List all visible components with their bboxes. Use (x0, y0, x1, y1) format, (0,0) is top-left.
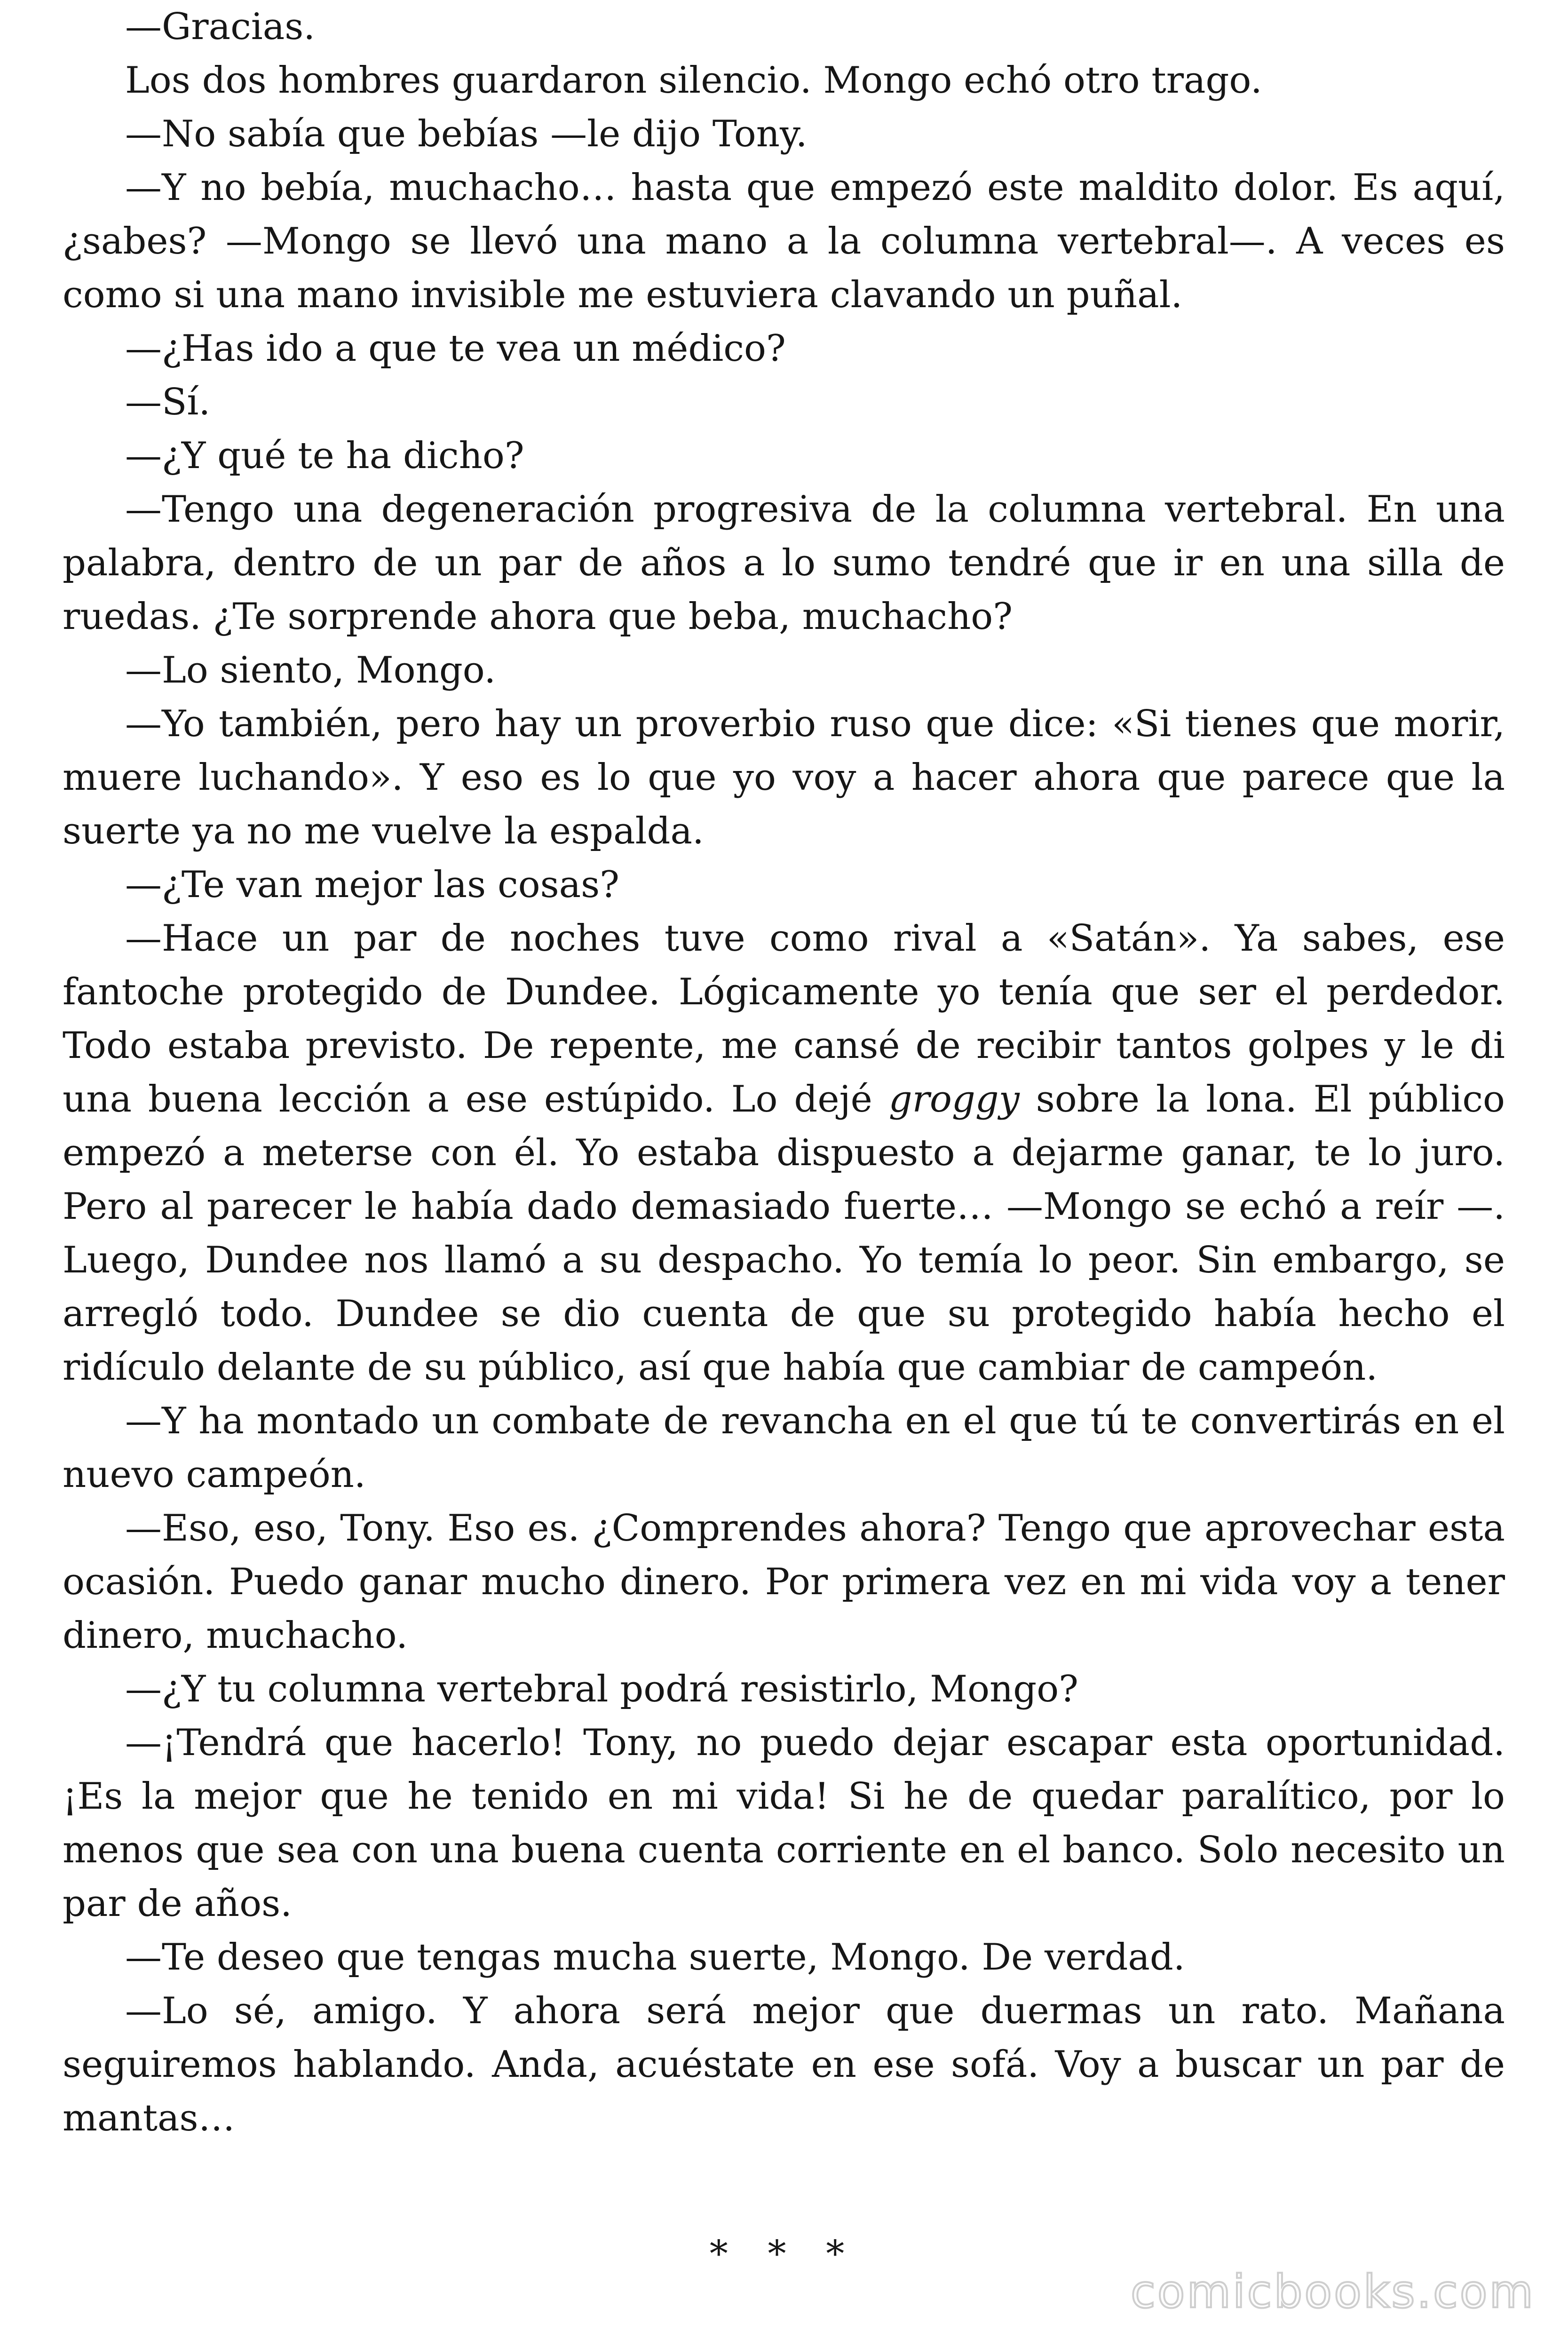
paragraph-text: sobre la lona. El público empezó a meterse con él. Yo estaba dispuesto a dejarme ganar, te lo juro. Pero al parecer le había dado demasiado fuerte… —Mongo se echó a reír —. Luego, Dundee nos llamó a su despacho. Yo temía lo peor. Sin embargo, se arregló todo. Dundee se dio cuenta de que su protegido había hecho el ridículo delante de su público, así que había que cambiar de campeón. (63, 1078, 1505, 1389)
paragraph: —¿Y tu columna vertebral podrá resistirlo, Mongo? (125, 1668, 1078, 1710)
paragraph: —Lo sé, amigo. Y ahora será mejor que duermas un rato. Mañana seguiremos hablando. Anda, acuéstate en ese sofá. Voy a buscar un par de mantas… (63, 1990, 1505, 2139)
paragraph: —¿Has ido a que te vea un médico? (125, 327, 786, 370)
paragraph (63, 912, 1505, 1394)
scene-separator: * * * (709, 2233, 859, 2275)
paragraph: —Gracias. (125, 6, 316, 48)
paragraph: —Yo también, pero hay un proverbio ruso que dice: «Si tienes que morir, muere luchando». Y eso es lo que yo voy a hacer ahora que parece que la suerte ya no me vuelve la espalda. (63, 703, 1505, 852)
paragraph: —Y no bebía, muchacho… hasta que empezó este maldito dolor. Es aquí, ¿sabes? —Mongo se llevó una mano a la columna vertebral—. A veces es como si una mano invisible me estuviera clavando un puñal. (63, 167, 1505, 316)
paragraph: —¿Te van mejor las cosas? (125, 864, 619, 906)
body-text (63, 0, 1505, 2145)
watermark-text: comicbooks.com (1130, 2265, 1535, 2318)
paragraph: —Eso, eso, Tony. Eso es. ¿Comprendes ahora? Tengo que aprovechar esta ocasión. Puedo ganar mucho dinero. Por primera vez en mi vida voy a tener dinero, muchacho. (63, 1507, 1505, 1657)
paragraph: —Te deseo que tengas mucha suerte, Mongo. De verdad. (125, 1936, 1185, 1979)
paragraph: —No sabía que bebías —le dijo Tony. (125, 113, 808, 155)
paragraph: —Y ha montado un combate de revancha en el que tú te convertirás en el nuevo campeón. (63, 1400, 1505, 1496)
paragraph: Los dos hombres guardaron silencio. Mongo echó otro trago. (125, 59, 1262, 102)
italic-word: groggy (888, 1078, 1020, 1120)
paragraph-text: —Hace un par de noches tuve como rival a «Satán». Ya sabes, ese fantoche protegido de Dundee. Lógicamente yo tenía que ser el perdedor. Todo estaba previsto. De repente, me cansé de recibir tantos golpes y le di una buena lección a ese estúpido. Lo dejé (63, 917, 1505, 1120)
paragraph: —Lo siento, Mongo. (125, 649, 496, 691)
paragraph: —Tengo una degeneración progresiva de la columna vertebral. En una palabra, dentro de un par de años a lo sumo tendré que ir en una silla de ruedas. ¿Te sorprende ahora que beba, muchacho? (63, 488, 1505, 638)
paragraph: —¿Y qué te ha dicho? (125, 435, 524, 477)
paragraph: —¡Tendrá que hacerlo! Tony, no puedo dejar escapar esta oportunidad. ¡Es la mejor que he tenido en mi vida! Si he de quedar paralítico, por lo menos que sea con una buena cuenta corriente en el banco. Solo necesito un par de años. (63, 1722, 1505, 1925)
paragraph: —Sí. (125, 381, 211, 423)
